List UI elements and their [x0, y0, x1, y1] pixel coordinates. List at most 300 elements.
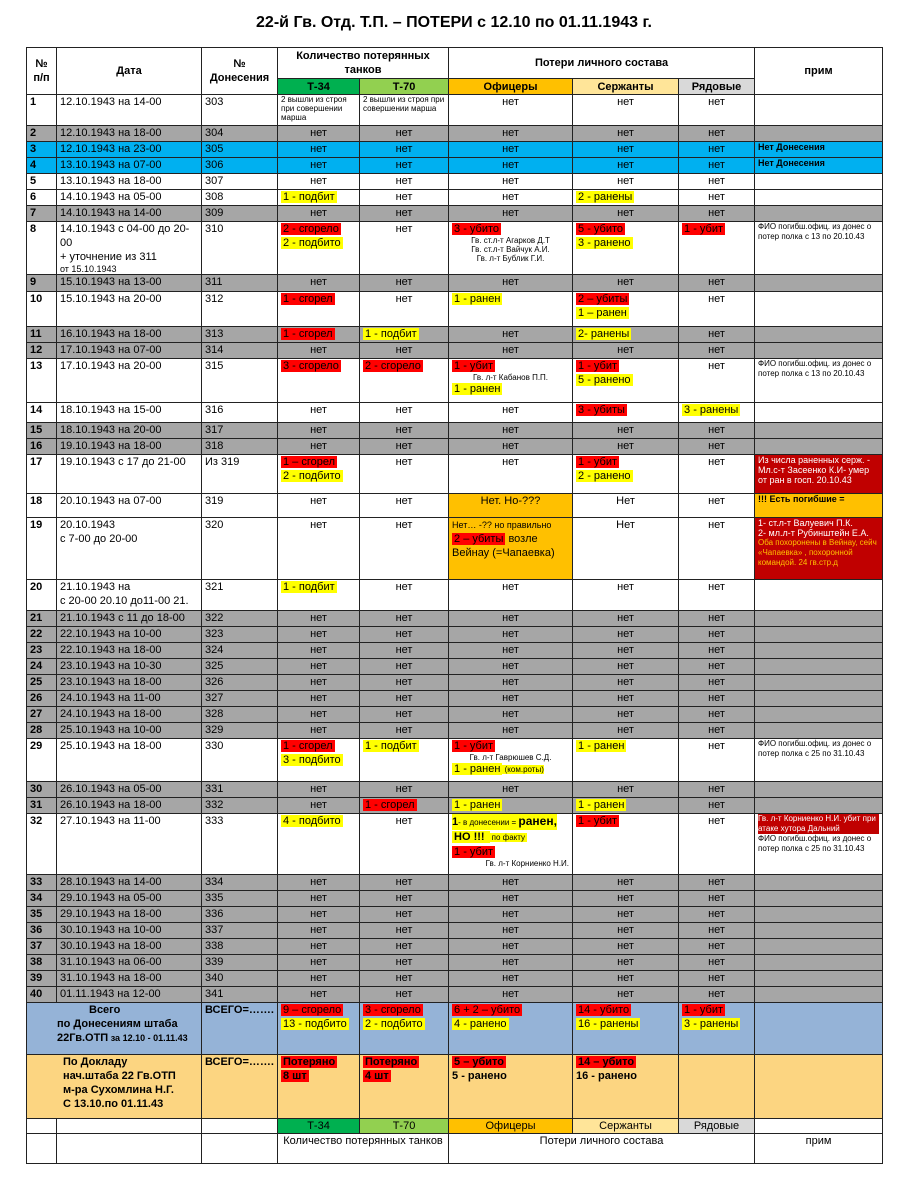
row-t70: нет [360, 939, 449, 955]
total-t70: 3 - сгорело 2 - подбито [360, 1003, 449, 1055]
row-t70: нет [360, 907, 449, 923]
row-t34: 1 - сгорел [278, 327, 360, 343]
row-sergeants: нет [573, 691, 679, 707]
row-report: 314 [202, 343, 278, 359]
row-report: 327 [202, 691, 278, 707]
table-row [27, 955, 883, 971]
row-t34: 1 - подбит [278, 580, 360, 611]
row-note: Гв. л-т Корниенко Н.И. убит при атаке хутора Дальний ФИО погибш.офиц. из донес о потер полка с 25 по 31.10.43 [755, 814, 883, 875]
header-num: № п/п [27, 48, 57, 95]
footer-t70: Т-70 [360, 1119, 449, 1134]
row-number: 34 [27, 891, 57, 907]
row-t34: нет [278, 891, 360, 907]
row-number: 2 [27, 126, 57, 142]
footer-row [27, 1119, 883, 1134]
row-t34: 1 - сгорел 3 - подбито [278, 739, 360, 782]
table-row [27, 126, 883, 142]
row-t34: нет [278, 439, 360, 455]
row-sergeants: нет [573, 675, 679, 691]
row-officers: нет [449, 423, 573, 439]
row-report: 307 [202, 174, 278, 190]
header-t70: Т-70 [360, 79, 449, 95]
row-t70: нет [360, 987, 449, 1003]
footer-officers: Офицеры [449, 1119, 573, 1134]
row-privates: нет [679, 723, 755, 739]
row-officers: нет [449, 343, 573, 359]
row-privates: нет [679, 643, 755, 659]
row-number: 22 [27, 627, 57, 643]
row-note: Из числа раненных серж. - Мл.с-т Засеенко К.И- умер от ран в госп. 20.10.43 [755, 455, 883, 494]
row-officers: нет [449, 939, 573, 955]
row-officers: нет [449, 987, 573, 1003]
row-note [755, 939, 883, 955]
row-date: 29.10.1943 на 18-00 [57, 907, 202, 923]
row-report: 321 [202, 580, 278, 611]
row-sergeants: нет [573, 95, 679, 126]
row-t70: нет [360, 723, 449, 739]
row-t70: нет [360, 439, 449, 455]
table-row [27, 174, 883, 190]
row-number: 26 [27, 691, 57, 707]
total-reports-row [27, 1003, 883, 1055]
row-t70: нет [360, 814, 449, 875]
row-sergeants: нет [573, 174, 679, 190]
header-officers: Офицеры [449, 79, 573, 95]
table-row [27, 675, 883, 691]
row-report: 303 [202, 95, 278, 126]
row-report: Из 319 [202, 455, 278, 494]
row-t70: нет [360, 891, 449, 907]
row-sergeants: нет [573, 659, 679, 675]
row-date: 31.10.1943 на 18-00 [57, 971, 202, 987]
row-sergeants: нет [573, 611, 679, 627]
footer-tanks: Количество потерянных танков [278, 1134, 449, 1164]
row-report: 320 [202, 518, 278, 580]
row-t34: нет [278, 518, 360, 580]
table-row [27, 971, 883, 987]
header-t34: Т-34 [278, 79, 360, 95]
row-date: 12.10.1943 на 14-00 [57, 95, 202, 126]
row-date: 15.10.1943 на 13-00 [57, 275, 202, 292]
row-report: 306 [202, 158, 278, 174]
footer-privates: Рядовые [679, 1119, 755, 1134]
row-date: 20.10.1943 на 07-00 [57, 494, 202, 518]
row-t34: нет [278, 403, 360, 423]
total-chief-sum: ВСЕГО=……. [202, 1055, 278, 1119]
row-t34: нет [278, 723, 360, 739]
row-report: 312 [202, 292, 278, 327]
row-note [755, 875, 883, 891]
row-sergeants: нет [573, 971, 679, 987]
total-reports-label: Всего по Донесениям штаба 22Гв.ОТП за 12.10 - 01.11.43 [27, 1003, 202, 1055]
row-note [755, 923, 883, 939]
table-row [27, 580, 883, 611]
row-privates: нет [679, 907, 755, 923]
row-date: 18.10.1943 на 20-00 [57, 423, 202, 439]
footer-empty-2 [57, 1119, 202, 1134]
row-sergeants: нет [573, 875, 679, 891]
row-t70: нет [360, 580, 449, 611]
row-report: 311 [202, 275, 278, 292]
row-report: 330 [202, 739, 278, 782]
row-number: 17 [27, 455, 57, 494]
row-report: 305 [202, 142, 278, 158]
chief-privates [679, 1055, 755, 1119]
row-number: 1 [27, 95, 57, 126]
row-date: 28.10.1943 на 14-00 [57, 875, 202, 891]
row-report: 317 [202, 423, 278, 439]
row-number: 5 [27, 174, 57, 190]
table-row [27, 142, 883, 158]
row-t70: нет [360, 643, 449, 659]
row-t34: нет [278, 798, 360, 814]
row-t34: нет [278, 691, 360, 707]
row-sergeants: 2 - ранены [573, 190, 679, 206]
row-officers: нет [449, 190, 573, 206]
row-t34: нет [278, 907, 360, 923]
row-number: 31 [27, 798, 57, 814]
table-row [27, 439, 883, 455]
row-report: 324 [202, 643, 278, 659]
row-number: 24 [27, 659, 57, 675]
row-officers: нет [449, 723, 573, 739]
row-privates: нет [679, 691, 755, 707]
table-row [27, 95, 883, 126]
row-number: 18 [27, 494, 57, 518]
row-privates: нет [679, 275, 755, 292]
row-t70: нет [360, 707, 449, 723]
row-t70: нет [360, 782, 449, 798]
table-row [27, 327, 883, 343]
row-sergeants: 1 - убит 2 - ранено [573, 455, 679, 494]
header-personnel: Потери личного состава [449, 48, 755, 79]
row-t34: нет [278, 206, 360, 222]
row-officers: нет [449, 891, 573, 907]
row-officers: нет [449, 126, 573, 142]
footer-empty-1 [27, 1119, 57, 1134]
row-number: 38 [27, 955, 57, 971]
row-number: 40 [27, 987, 57, 1003]
table-row [27, 518, 883, 580]
row-officers: нет [449, 955, 573, 971]
row-t34: нет [278, 955, 360, 971]
row-privates: нет [679, 675, 755, 691]
row-officers: нет [449, 275, 573, 292]
row-date: 14.10.1943 на 05-00 [57, 190, 202, 206]
row-officers: нет [449, 923, 573, 939]
row-t70: нет [360, 875, 449, 891]
row-t70: нет [360, 455, 449, 494]
row-sergeants: 1 - убит 5 - ранено [573, 359, 679, 403]
row-t34: нет [278, 275, 360, 292]
total-privates: 1 - убит 3 - ранены [679, 1003, 755, 1055]
row-sergeants: нет [573, 891, 679, 907]
table-row [27, 643, 883, 659]
row-note [755, 343, 883, 359]
table-row [27, 206, 883, 222]
table-row [27, 627, 883, 643]
row-t34: нет [278, 643, 360, 659]
row-t34: нет [278, 987, 360, 1003]
row-sergeants: 2 – убиты 1 – ранен [573, 292, 679, 327]
row-number: 32 [27, 814, 57, 875]
row-t34: 2 вышли из строя при совершении марша [278, 95, 360, 126]
row-date: 25.10.1943 на 18-00 [57, 739, 202, 782]
row-note [755, 580, 883, 611]
row-t34: нет [278, 782, 360, 798]
row-privates: нет [679, 174, 755, 190]
row-privates: нет [679, 891, 755, 907]
chief-note [755, 1055, 883, 1119]
row-note [755, 174, 883, 190]
row-report: 333 [202, 814, 278, 875]
row-t70: нет [360, 627, 449, 643]
table-row [27, 359, 883, 403]
row-officers: 1- в донесении = ранен, НО !!! по факту 1 - убит Гв. л-т Корниенко Н.И. [449, 814, 573, 875]
table-row [27, 923, 883, 939]
table-row [27, 939, 883, 955]
row-t70: нет [360, 423, 449, 439]
row-note [755, 707, 883, 723]
row-privates: нет [679, 707, 755, 723]
row-number: 3 [27, 142, 57, 158]
row-privates: нет [679, 95, 755, 126]
row-report: 313 [202, 327, 278, 343]
row-report: 340 [202, 971, 278, 987]
row-note [755, 659, 883, 675]
row-number: 21 [27, 611, 57, 627]
row-sergeants: 1 - убит [573, 814, 679, 875]
row-t70: нет [360, 403, 449, 423]
row-date: 22.10.1943 на 18-00 [57, 643, 202, 659]
row-report: 316 [202, 403, 278, 423]
row-note: ФИО погибш.офиц. из донес о потер полка с 13 по 20.10.43 [755, 359, 883, 403]
row-sergeants: нет [573, 643, 679, 659]
row-privates: 3 - ранены [679, 403, 755, 423]
row-note [755, 206, 883, 222]
row-date: 13.10.1943 на 18-00 [57, 174, 202, 190]
row-privates: нет [679, 142, 755, 158]
row-privates: нет [679, 518, 755, 580]
row-sergeants: нет [573, 126, 679, 142]
row-officers: нет [449, 142, 573, 158]
row-sergeants: нет [573, 423, 679, 439]
row-officers: нет [449, 643, 573, 659]
row-t34: нет [278, 707, 360, 723]
table-row [27, 455, 883, 494]
footer2-empty-3 [202, 1134, 278, 1164]
row-t34: нет [278, 659, 360, 675]
row-t70: нет [360, 174, 449, 190]
row-t34: нет [278, 494, 360, 518]
table-row [27, 987, 883, 1003]
row-officers: 1 - ранен [449, 292, 573, 327]
row-number: 11 [27, 327, 57, 343]
row-privates: нет [679, 659, 755, 675]
row-officers: нет [449, 455, 573, 494]
row-privates: нет [679, 798, 755, 814]
table-row [27, 222, 883, 275]
table-row [27, 739, 883, 782]
row-date: 23.10.1943 на 10-30 [57, 659, 202, 675]
row-note [755, 403, 883, 423]
row-date: 20.10.1943 с 7-00 до 20-00 [57, 518, 202, 580]
row-date: 14.10.1943 на 14-00 [57, 206, 202, 222]
row-privates: нет [679, 423, 755, 439]
row-number: 19 [27, 518, 57, 580]
row-note [755, 675, 883, 691]
row-date: 25.10.1943 на 10-00 [57, 723, 202, 739]
row-report: 304 [202, 126, 278, 142]
row-note [755, 611, 883, 627]
row-report: 323 [202, 627, 278, 643]
row-sergeants: нет [573, 343, 679, 359]
row-officers: нет [449, 206, 573, 222]
footer-empty-4 [755, 1119, 883, 1134]
row-officers: нет [449, 158, 573, 174]
row-number: 6 [27, 190, 57, 206]
losses-table [26, 47, 883, 1164]
row-note: ФИО погибш.офиц. из донес о потер полка с 25 по 31.10.43 [755, 739, 883, 782]
row-officers: 1 - убит Гв. л-т Гаврюшев С.Д. 1 - ранен (ком.роты) [449, 739, 573, 782]
row-t70: нет [360, 158, 449, 174]
row-report: 339 [202, 955, 278, 971]
row-t70: нет [360, 190, 449, 206]
total-chief-label: По Докладу нач.штаба 22 Гв.ОТП м-ра Сухомлина Н.Г. С 13.10.по 01.11.43 [27, 1055, 202, 1119]
total-note [755, 1003, 883, 1055]
row-number: 13 [27, 359, 57, 403]
row-date: 19.10.1943 на 18-00 [57, 439, 202, 455]
row-note: !!! Есть погибшие = [755, 494, 883, 518]
table-row [27, 403, 883, 423]
row-t70: 1 - подбит [360, 327, 449, 343]
header-date: Дата [57, 48, 202, 95]
row-note [755, 126, 883, 142]
row-officers: нет [449, 875, 573, 891]
row-note [755, 643, 883, 659]
row-t34: 1 - подбит [278, 190, 360, 206]
table-row [27, 782, 883, 798]
row-date: 27.10.1943 на 11-00 [57, 814, 202, 875]
row-officers: нет [449, 174, 573, 190]
row-privates: нет [679, 923, 755, 939]
row-date: 15.10.1943 на 20-00 [57, 292, 202, 327]
row-date: 31.10.1943 на 06-00 [57, 955, 202, 971]
row-t34: 1 – сгорел 2 - подбито [278, 455, 360, 494]
row-sergeants: нет [573, 439, 679, 455]
row-date: 17.10.1943 на 07-00 [57, 343, 202, 359]
row-date: 19.10.1943 с 17 до 21-00 [57, 455, 202, 494]
row-t70: нет [360, 343, 449, 359]
row-number: 8 [27, 222, 57, 275]
header-privates: Рядовые [679, 79, 755, 95]
footer-sergeants: Сержанты [573, 1119, 679, 1134]
row-note [755, 907, 883, 923]
row-officers: 1 - убит Гв. л-т Кабанов П.П. 1 - ранен [449, 359, 573, 403]
row-note [755, 292, 883, 327]
row-t34: 3 - сгорело [278, 359, 360, 403]
row-number: 16 [27, 439, 57, 455]
table-row [27, 343, 883, 359]
header-tanks: Количество потерянных танков [278, 48, 449, 79]
table-row [27, 494, 883, 518]
row-sergeants: 3 - убиты [573, 403, 679, 423]
row-number: 35 [27, 907, 57, 923]
row-sergeants: нет [573, 955, 679, 971]
total-t34: 9 – сгорело 13 - подбито [278, 1003, 360, 1055]
row-privates: нет [679, 627, 755, 643]
row-privates: нет [679, 455, 755, 494]
table-row [27, 691, 883, 707]
row-privates: нет [679, 206, 755, 222]
row-t70: 1 - подбит [360, 739, 449, 782]
table-row [27, 190, 883, 206]
row-date: 21.10.1943 на с 20-00 20.10 до11-00 21. [57, 580, 202, 611]
row-privates: нет [679, 439, 755, 455]
table-row [27, 891, 883, 907]
row-t34: нет [278, 423, 360, 439]
table-row [27, 158, 883, 174]
footer2-empty-1 [27, 1134, 57, 1164]
row-sergeants: нет [573, 158, 679, 174]
row-report: 315 [202, 359, 278, 403]
row-date: 24.10.1943 на 18-00 [57, 707, 202, 723]
row-sergeants: нет [573, 142, 679, 158]
row-officers: нет [449, 327, 573, 343]
row-privates: нет [679, 158, 755, 174]
row-report: 310 [202, 222, 278, 275]
row-officers: нет [449, 691, 573, 707]
row-date: 30.10.1943 на 10-00 [57, 923, 202, 939]
row-number: 27 [27, 707, 57, 723]
row-report: 335 [202, 891, 278, 907]
row-officers: нет [449, 782, 573, 798]
row-date: 29.10.1943 на 05-00 [57, 891, 202, 907]
row-t34: нет [278, 675, 360, 691]
row-privates: нет [679, 955, 755, 971]
row-date: 26.10.1943 на 05-00 [57, 782, 202, 798]
row-officers: нет [449, 659, 573, 675]
row-date: 21.10.1943 с 11 до 18-00 [57, 611, 202, 627]
header-sergeants: Сержанты [573, 79, 679, 95]
row-note [755, 891, 883, 907]
row-note [755, 691, 883, 707]
row-note [755, 327, 883, 343]
row-note [755, 439, 883, 455]
row-date: 26.10.1943 на 18-00 [57, 798, 202, 814]
row-t70: 1 - сгорел [360, 798, 449, 814]
row-sergeants: 5 - убито 3 - ранено [573, 222, 679, 275]
row-sergeants: Нет [573, 518, 679, 580]
row-report: 319 [202, 494, 278, 518]
table-row [27, 723, 883, 739]
row-sergeants: нет [573, 907, 679, 923]
row-privates: нет [679, 327, 755, 343]
footer-note: прим [755, 1134, 883, 1164]
row-privates: нет [679, 359, 755, 403]
row-privates: нет [679, 939, 755, 955]
row-t34: нет [278, 343, 360, 359]
document-title: 22-й Гв. Отд. Т.П. – ПОТЕРИ с 12.10 по 01.11.1943 г. [256, 14, 652, 31]
row-t70: нет [360, 292, 449, 327]
row-sergeants: нет [573, 707, 679, 723]
row-privates: нет [679, 987, 755, 1003]
row-sergeants: 1 - ранен [573, 798, 679, 814]
row-date: 18.10.1943 на 15-00 [57, 403, 202, 423]
row-t70: нет [360, 206, 449, 222]
footer-empty-3 [202, 1119, 278, 1134]
row-officers: нет [449, 627, 573, 643]
